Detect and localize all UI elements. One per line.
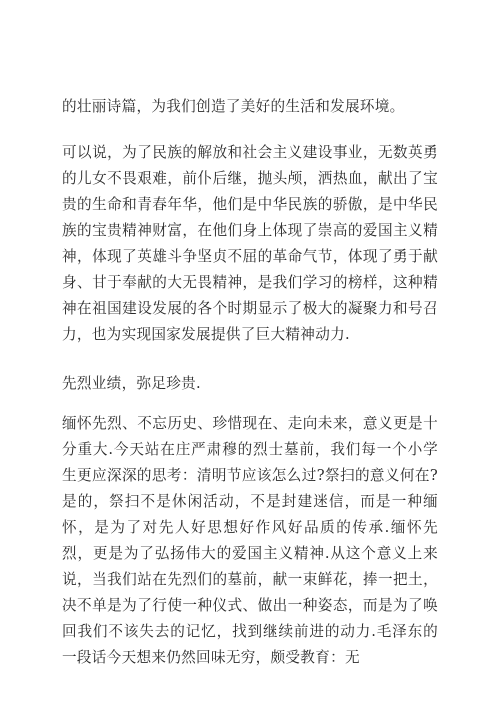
paragraph-2: 可以说，为了民族的解放和社会主义建设事业，无数英勇的儿女不畏艰难，前仆后继，抛头颅，洒热血，献出了宝贵的生命和青春年华，他们是中华民族的骄傲，是中华民族的宝贵精神财富，在他们身上体现了崇高的爱国主义精神，体现了英雄斗争坚贞不屈的革命气节，体现了勇于献身、甘于奉献的大无畏精神，是我们学习的榜样，这种精神在祖国建设发展的各个时期显示了极大的凝聚力和号召力，也为实现国家发展提供了巨大精神动力.	[62, 144, 438, 343]
paragraph-3: 先烈业绩，弥足珍贵.	[62, 375, 201, 392]
paragraph-4: 缅怀先烈、不忘历史、珍惜现在、走向未来，意义更是十分重大.今天站在庄严肃穆的烈士墓前，我们每一个小学生更应深深的思考：清明节应该怎么过?祭扫的意义何在?是的，祭扫不是休闲活动，不是封建迷信，而是一种缅怀，是为了对先人好思想好作风好品质的传承.缅怀先烈，更是为了弘扬伟大的爱国主义精神.从这个意义上来说，当我们站在先烈们的墓前，献一束鲜花，捧一把土，决不单是为了行使一种仪式、做出一种姿态，而是为了唤回我们不该失去的记忆，找到继续前进的动力.毛泽东的一段话今天想来仍然回味无穷，颇受教育：无	[62, 415, 438, 666]
paragraph-1: 的壮丽诗篇，为我们创造了美好的生活和发展环境。	[62, 98, 405, 115]
